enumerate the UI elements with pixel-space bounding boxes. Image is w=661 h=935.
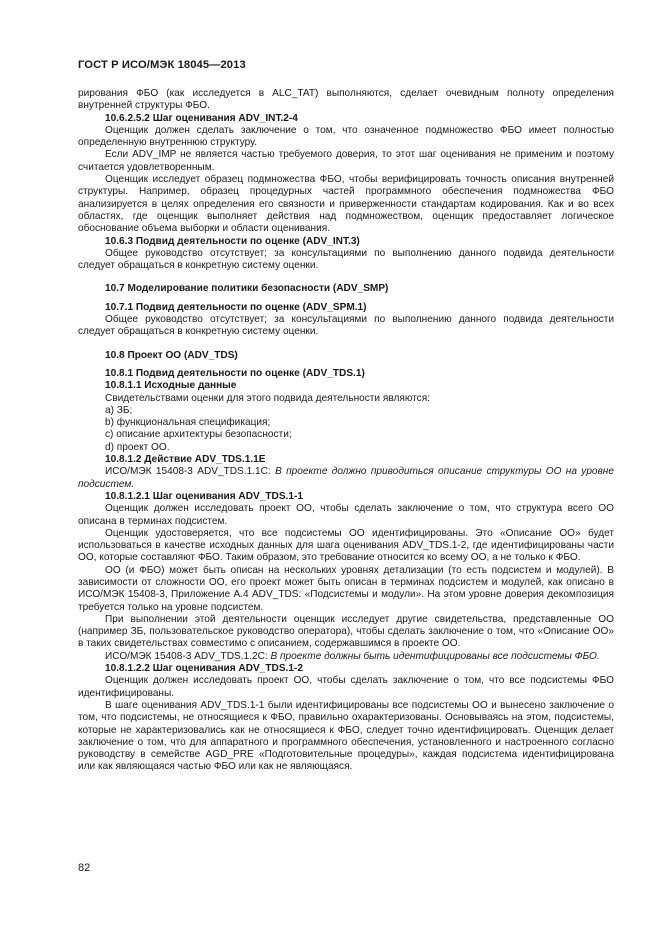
paragraph: Свидетельствами оценки для этого подвида деятельности являются: bbox=[105, 392, 431, 404]
requirement-reference: ИСО/МЭК 15408-3 ADV_TDS.1.1C: bbox=[105, 466, 276, 478]
paragraph: Оценщик должен исследовать проект ОО, чтобы сделать заключение о том, что все подсистемы ФБО идентифицированы. bbox=[78, 675, 614, 699]
requirement-text: В проекте должны быть идентифицированы все подсистемы ФБО. bbox=[270, 650, 600, 662]
paragraph: Если ADV_IMP не является частью требуемого доверия, то этот шаг оценивания не применим и поэтому считается удовлетворенным. bbox=[78, 149, 614, 173]
page-number: 82 bbox=[78, 862, 91, 874]
subsection-heading: 10.6.3 Подвид деятельности по оценке (ADV_INT.3) bbox=[105, 235, 360, 247]
requirement-text: В проекте должно приводиться описание структуры ОО на уровне подсистем. bbox=[78, 466, 614, 490]
paragraph: рирования ФБО (как исследуется в ALC_TAT) выполняются, сделает очевидным полноту определения внутренней структуры ФБО. bbox=[78, 88, 614, 112]
list-item: a) ЗБ; bbox=[105, 404, 133, 416]
section-heading: 10.8 Проект ОО (ADV_TDS) bbox=[105, 349, 238, 361]
requirement-paragraph bbox=[78, 651, 614, 663]
paragraph: Оценщик удостоверяется, что все подсистемы ОО идентифицированы. Это «Описание ОО» будет использоваться в качестве исходных данных для шага оценивания ADV_TDS.1-2, где идентифицированы части ОО, которые составляют ФБО. Таким образом, это требование относится ко всему ОО, а не только к ФБО. bbox=[78, 527, 614, 564]
paragraph: Оценщик должен исследовать проект ОО, чтобы сделать заключение о том, что структура всего ОО описана в терминах подсистем. bbox=[78, 503, 614, 527]
document-body bbox=[78, 88, 614, 774]
paragraph: ОО (и ФБО) может быть описан на нескольких уровнях детализации (то есть подсистем и модулей). В зависимости от сложности ОО, его проект может быть описан в терминах подсистем и модулей, как описано в ИСО/МЭК 15408-3, Приложение А.4 ADV_TDS: «Подсистемы и модули». На этом уровне доверия декомпозиция требуется только на уровне подсистем. bbox=[78, 564, 614, 613]
subsection-heading: 10.8.1.1 Исходные данные bbox=[105, 380, 237, 392]
requirement-paragraph bbox=[78, 466, 614, 491]
paragraph: Оценщик исследует образец подмножества ФБО, чтобы верифицировать точность описания внутренней структуры. Например, образец процедурных частей программного обеспечения подмножества ФБО анализируется в целях определения его связности и приверженности стандартам кодирования. Как и во всех областях, где оценщик выполняет действия над подмножеством, оценщик предоставляет логическое обоснование объема выборки и области оценивания. bbox=[78, 174, 614, 235]
list-item: c) описание архитектуры безопасности; bbox=[105, 429, 292, 441]
paragraph: При выполнении этой деятельности оценщик исследует другие свидетельства, представленные ОО (например ЗБ, пользовательское руководство оператора), чтобы сделать заключение о том, что «Описание ОО» в таких свидетельствах совместимо с описанием, содержавшимся в проекте ОО. bbox=[78, 613, 614, 650]
subsection-heading: 10.8.1.2 Действие ADV_TDS.1.1E bbox=[105, 454, 266, 466]
paragraph: В шаге оценивания ADV_TDS.1-1 были идентифицированы все подсистемы ОО и вынесено заключение о том, что подсистемы, не относящиеся к ФБО, правильно охарактеризованы. Основываясь на этом, подсистемы, которые не характеризовались как не относящиеся к ФБО, следует точно идентифицировать. Оценщик делает заключение о том, что для аппаратного и программного обеспечения, установленного и настроенного согласно руководству в семействе AGD_PRE «Подготовительные процедуры», каждая подсистема идентифицирована или как являющаяся частью ФБО или как не являющаяся. bbox=[78, 699, 614, 773]
section-heading: 10.7 Моделирование политики безопасности (ADV_SMP) bbox=[105, 283, 389, 295]
subsection-heading: 10.7.1 Подвид деятельности по оценке (ADV_SPM.1) bbox=[105, 301, 367, 313]
subsection-heading: 10.8.1 Подвид деятельности по оценке (ADV_TDS.1) bbox=[105, 367, 365, 379]
list-item: b) функциональная спецификация; bbox=[105, 417, 271, 429]
requirement-reference: ИСО/МЭК 15408-3 ADV_TDS.1.2C: bbox=[105, 650, 271, 662]
paragraph: Общее руководство отсутствует; за консультациями по выполнению данного подвида деятельности следует обращаться в конкретную систему оценки. bbox=[78, 314, 614, 338]
paragraph: Оценщик должен сделать заключение о том, что означенное подмножество ФБО имеет полностью определенную внутреннюю структуру. bbox=[78, 124, 614, 149]
step-heading: 10.8.1.2.1 Шаг оценивания ADV_TDS.1-1 bbox=[105, 490, 303, 502]
list-item: d) проект ОО. bbox=[105, 441, 170, 453]
paragraph: Общее руководство отсутствует; за консультациями по выполнению данного подвида деятельности следует обращаться в конкретную систему оценки. bbox=[78, 247, 614, 272]
step-heading: 10.6.2.5.2 Шаг оценивания ADV_INT.2-4 bbox=[105, 112, 298, 124]
page-header: ГОСТ Р ИСО/МЭК 18045—2013 bbox=[78, 59, 246, 71]
step-heading: 10.8.1.2.2 Шаг оценивания ADV_TDS.1-2 bbox=[105, 663, 303, 675]
